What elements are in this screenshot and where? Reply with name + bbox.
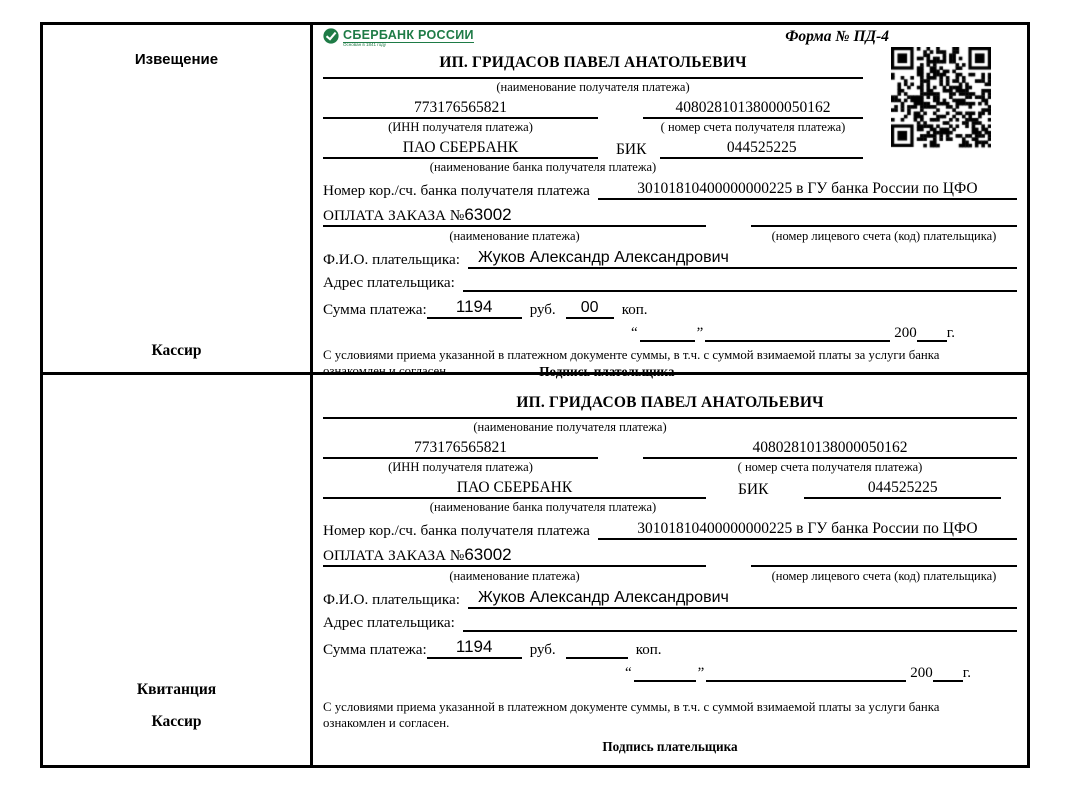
amount-kop-field-2 xyxy=(566,657,628,659)
personal-account-field-1 xyxy=(751,225,1017,227)
payer-address-row-1 xyxy=(323,274,1017,292)
payment-purpose-label-1: ОПЛАТА ЗАКАЗА № xyxy=(323,207,465,224)
agreement-line2-2: ознакомлен и согласен. xyxy=(323,715,450,730)
year-prefix-2: 200 xyxy=(910,665,933,681)
corr-account-row-2 xyxy=(323,520,1017,540)
bank-caption-2: (наименование банка получателя платежа) xyxy=(429,500,657,514)
order-number-2: 63002 xyxy=(464,545,512,564)
payment-purpose-row-2 xyxy=(323,545,1017,567)
recipient-name-1: ИП. ГРИДАСОВ ПАВЕЛ АНАТОЛЬЕВИЧ xyxy=(323,54,863,79)
amount-row-2 xyxy=(323,637,1017,659)
address-field-2 xyxy=(463,630,1017,632)
payer-name-field-2: Жуков Александр Александрович xyxy=(468,589,1017,609)
section-kvitanciya xyxy=(43,375,1027,765)
date-row-1 xyxy=(323,325,955,342)
side-cell-kvitanciya xyxy=(43,375,313,765)
payer-name-row-1 xyxy=(323,249,1017,269)
corr-account-row-1 xyxy=(323,180,1017,200)
account-field-2: 40802810138000050162 xyxy=(643,439,1017,459)
amount-kop-field-1: 00 xyxy=(566,299,614,319)
kop-label-1: коп. xyxy=(621,302,648,318)
form-body-2 xyxy=(313,375,1027,765)
personal-account-caption-2: (номер лицевого счета (код) плательщика) xyxy=(771,569,997,583)
bik-field-2: 044525225 xyxy=(804,479,1001,499)
bik-label-1: БИК xyxy=(616,141,647,158)
account-caption-1: ( номер счета получателя платежа) xyxy=(660,120,846,134)
bank-row-1 xyxy=(323,139,863,159)
corr-value-field-2: 30101810400000000225 в ГУ банка России по ЦФО xyxy=(598,520,1017,540)
bank-row-2 xyxy=(323,479,1017,499)
address-label-1: Адрес плательщика: xyxy=(323,274,455,291)
corr-value-field-1: 30101810400000000225 в ГУ банка России по ЦФО xyxy=(598,180,1017,200)
form-body-1 xyxy=(313,25,1027,379)
payer-label-2: Ф.И.О. плательщика: xyxy=(323,591,460,608)
personal-account-field-2 xyxy=(751,565,1017,567)
address-field-1 xyxy=(463,290,1017,292)
inn-caption-2: (ИНН получателя платежа) xyxy=(388,460,533,474)
agreement-line2-1: ознакомлен и согласен. xyxy=(323,363,450,378)
purpose-captions-row-2 xyxy=(323,568,1017,584)
account-field-1: 40802810138000050162 xyxy=(643,99,863,119)
amount-rub-field-2: 1194 xyxy=(427,637,522,659)
inn-account-row-1 xyxy=(323,99,863,119)
bank-name-field-2: ПАО СБЕРБАНК xyxy=(323,479,706,499)
address-label-2: Адрес плательщика: xyxy=(323,614,455,631)
side-label-kassir-1: Кассир xyxy=(151,342,202,359)
top-block-1 xyxy=(323,54,863,175)
bank-caption-1: (наименование банка получателя платежа) xyxy=(429,160,657,174)
payer-label-1: Ф.И.О. плательщика: xyxy=(323,251,460,268)
year-field-1 xyxy=(917,340,947,342)
quote-open-2: “ xyxy=(624,665,632,681)
sberbank-logo-text xyxy=(343,28,474,49)
bank-tagline-text: Основан в 1841 году xyxy=(343,43,387,48)
year-suffix-2: г. xyxy=(962,665,971,681)
side-label-kassir-2: Кассир xyxy=(151,713,202,730)
year-prefix-1: 200 xyxy=(894,325,917,341)
amount-row-1 xyxy=(323,297,1017,319)
purpose-captions-row-1 xyxy=(323,228,1017,244)
sberbank-logo-icon xyxy=(323,28,339,44)
rub-label-1: руб. xyxy=(529,302,556,318)
rub-label-2: руб. xyxy=(529,642,556,658)
bik-field-1: 044525225 xyxy=(660,139,863,159)
account-caption-2: ( номер счета получателя платежа) xyxy=(737,460,923,474)
qr-code xyxy=(891,47,991,150)
amount-label-2: Сумма платежа: xyxy=(323,641,427,658)
side-label-kvitanciya: Квитанция xyxy=(136,681,217,698)
quote-close-2: ” xyxy=(697,665,705,681)
date-row-2 xyxy=(323,665,971,682)
bik-label-2: БИК xyxy=(738,481,769,498)
payer-address-row-2 xyxy=(323,614,1017,632)
payer-name-row-2 xyxy=(323,589,1017,609)
payment-form-pd4 xyxy=(40,22,1030,768)
bank-name-field-1: ПАО СБЕРБАНК xyxy=(323,139,598,159)
agreement-line1-1: С условиями приема указанной в платежном документе суммы, в т.ч. с суммой взимаемой платы за услуги банка xyxy=(323,348,940,362)
payment-purpose-field-2 xyxy=(323,545,706,567)
amount-rub-field-1: 1194 xyxy=(427,297,522,319)
quote-close-1: ” xyxy=(696,325,704,341)
side-label-izveshchenie: Извещение xyxy=(134,51,219,68)
date-month-field-2 xyxy=(706,680,906,682)
recipient-caption-2: (наименование получателя платежа) xyxy=(473,420,667,434)
inn-account-captions-1 xyxy=(323,119,863,135)
payment-purpose-row-1 xyxy=(323,205,1017,227)
inn-caption-1: (ИНН получателя платежа) xyxy=(388,120,533,134)
year-field-2 xyxy=(933,680,963,682)
inn-account-captions-2 xyxy=(323,459,1017,475)
corr-label-1: Номер кор./сч. банка получателя платежа xyxy=(323,182,590,199)
date-day-field-1 xyxy=(640,340,695,342)
payer-name-field-1: Жуков Александр Александрович xyxy=(468,249,1017,269)
recipient-caption-1: (наименование получателя платежа) xyxy=(496,80,690,94)
year-suffix-1: г. xyxy=(946,325,955,341)
date-day-field-2 xyxy=(634,680,696,682)
inn-field-1: 773176565821 xyxy=(323,99,598,119)
payment-caption-2: (наименование платежа) xyxy=(449,569,580,583)
agreement-line2-row-2 xyxy=(323,716,1017,731)
payment-purpose-label-2: ОПЛАТА ЗАКАЗА № xyxy=(323,547,465,564)
personal-account-caption-1: (номер лицевого счета (код) плательщика) xyxy=(771,229,997,243)
date-month-field-1 xyxy=(705,340,890,342)
section-izveshchenie xyxy=(43,25,1027,379)
payment-caption-1: (наименование платежа) xyxy=(449,229,580,243)
signature-label-2: Подпись плательщика xyxy=(602,738,738,754)
order-number-1: 63002 xyxy=(464,205,512,224)
amount-label-1: Сумма платежа: xyxy=(323,301,427,318)
agreement-line1-2: С условиями приема указанной в платежном документе суммы, в т.ч. с суммой взимаемой платы за услуги банка xyxy=(323,700,940,714)
quote-open-1: “ xyxy=(630,325,638,341)
side-cell-izveshchenie xyxy=(43,25,313,372)
kop-label-2: коп. xyxy=(635,642,662,658)
sberbank-logo xyxy=(323,28,474,49)
inn-account-row-2 xyxy=(323,439,1017,459)
payment-purpose-field-1 xyxy=(323,205,706,227)
recipient-name-2: ИП. ГРИДАСОВ ПАВЕЛ АНАТОЛЬЕВИЧ xyxy=(323,394,1017,419)
bank-name-logo-text: СБЕРБАНК РОССИИ xyxy=(343,28,474,42)
inn-field-2: 773176565821 xyxy=(323,439,598,459)
signature-label-1: Подпись плательщика xyxy=(539,363,675,379)
corr-label-2: Номер кор./сч. банка получателя платежа xyxy=(323,522,590,539)
form-number-label: Форма № ПД-4 xyxy=(785,28,889,45)
